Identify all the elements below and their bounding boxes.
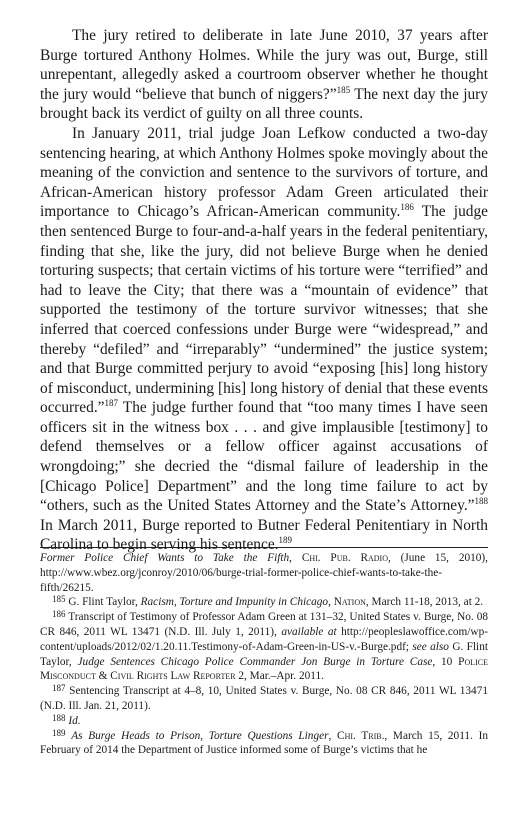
paragraph-jury-verdict xyxy=(40,26,488,124)
footnote-text: G. Flint Taylor, xyxy=(40,640,488,668)
footnote-ref-185[interactable]: 185 xyxy=(336,84,351,95)
footnote-189: $^{189}$ As Burge Heads to Prison, Torture Questions Linger, Chi. Trib., March 15, 2011. In February of 2014 the Department of Justice informed some of Burge’s victims that he xyxy=(40,727,489,757)
main-text xyxy=(40,26,488,555)
paragraph-text: The judge further found that “too many times I have seen officers sit in the witness box . . . and give implausible [testimony] to defend themselves or a fellow officer against accusations of wrongdoing;” she decried the “dismal failure of leadership in the [Chicago Police] Department” and the long time failure to act by “others, such as the United States Attorney and the State’s Attorney.” xyxy=(40,399,488,515)
footnote-title: As Burge Heads to Prison, Torture Questions Linger xyxy=(71,729,329,742)
footnote-ref-186[interactable]: 186 xyxy=(400,202,414,213)
footnote-signal: available at xyxy=(281,625,337,638)
footnote-number: 188 xyxy=(52,712,66,723)
footnote-source: Chi. Pub. Radio xyxy=(301,552,388,564)
footnote-title: Former Police Chief Wants to Take the Fifth xyxy=(40,552,290,564)
footnote-title: Racism, Torture and Impunity in Chicago xyxy=(140,596,329,609)
footnote-number: 187 xyxy=(52,683,66,694)
footnote-text: , March 11-18, 2013, at 2. xyxy=(365,596,484,609)
paragraph-text: The next day the jury brought back its verdict of guilty on all three counts. xyxy=(40,85,489,123)
footnote-text: G. Flint Taylor, xyxy=(65,596,141,609)
footnote-number: 185 xyxy=(52,594,66,605)
paragraph-text: In March 2011, Burge reported to Butner Federal Penitentiary in North Carolina to begin serving his sentence. xyxy=(40,516,488,554)
footnote-number: 189 xyxy=(52,727,66,738)
footnote-link[interactable]: http://peopleslawoffice.com/wp-content/uploads/2012/02/1.20.11.Testimony-of-Adam-Green-in-US-v.-Burge.pdf; xyxy=(40,625,488,653)
footnote-divider xyxy=(40,547,488,548)
paragraph-text: The jury retired to deliberate in late June 2010, 37 years after Burge tortured Anthony Holmes. While the jury was out, Burge, still unrepentant, allegedly asked a courtroom observer whether he thought the jury would “believe that bunch of niggers?” xyxy=(40,27,488,103)
footnote-id: Id. xyxy=(68,714,81,727)
footnote-title: Judge Sentences Chicago Police Commander Jon Burge in Torture Case xyxy=(77,655,433,668)
footnote-ref-187[interactable]: 187 xyxy=(104,398,119,409)
footnote-signal: see also xyxy=(412,640,449,653)
footnote-188 xyxy=(40,714,488,729)
footnote-text: 2, Mar.–Apr. 2011. xyxy=(235,670,324,683)
footnote-text: Transcript of Testimony of Professor Adam Green at 131–32, United States v. Burge, No. 08 CR 846, 2011 WL 13471 (N.D. Ill. July 1, 2011), xyxy=(40,611,488,638)
paragraph-text: In January 2011, trial judge Joan Lefkow conducted a two-day sentencing hearing, at which Anthony Holmes spoke movingly about the meaning of the conviction and sentence to the survivors of torture, and African-American history professor Adam Green articulated their importance to Chicago’s African-American community. xyxy=(40,124,488,221)
footnote-source: Police Misconduct & Civil Rights Law Reporter xyxy=(40,655,488,683)
footnote-number: 186 xyxy=(52,609,66,620)
footnote-ref-189[interactable]: 189 xyxy=(278,535,292,546)
footnote-185: $^{185}$ G. Flint Taylor, Racism, Torture and Impunity in Chicago, Nation, March 11-18, 2013, at 2. xyxy=(52,594,484,609)
footnote-ref-188[interactable]: 188 xyxy=(474,496,488,507)
footnote-187 xyxy=(40,684,488,714)
footnotes xyxy=(40,551,488,758)
footnote-text: , (June 15, 2010), http://www.wbez.org/jconroy/2010/06/burge-trial-former-police-chief-wants-to-take-the-fifth/26215. xyxy=(40,552,488,594)
footnote-text: , March 15, 2011. In February of 2014 the Department of Justice informed some of Burge’s victims that he xyxy=(40,729,489,757)
footnote-text: Sentencing Transcript at 4–8, 10, United States v. Burge, No. 08 CR 846, 2011 WL 13471 (N.D. Ill. Jan. 21, 2011). xyxy=(40,685,488,712)
footnote-source: Chi. Trib. xyxy=(337,729,385,742)
footnote-source: Nation xyxy=(333,596,366,609)
footnote-text: , 10 xyxy=(432,655,459,668)
footnote-186 xyxy=(40,610,488,684)
paragraph-sentencing xyxy=(40,124,488,555)
paragraph-text: The judge then sentenced Burge to four-and-a-half years in the federal penitentiary, finding that she, like the jury, did not believe Burge when he denied torturing suspects; that certain victims of his torture were “terrified” and had to leave the City; that there was a “mountain of evidence” that supported the testimony of the torture survivor witnesses; that she inferred that coerced confessions under Burge were “widespread,” and thereby “defiled” and “irreparably” “undermined” the justice system; and that Burge committed perjury to avoid “exposing [his] long history of misconduct, undermining [his] long history of denial that these events occurred.” xyxy=(40,203,488,417)
footnote-continued: Former Police Chief Wants to Take the Fifth, Chi. Pub. Radio, (June 15, 2010), http://www.wbez.org/jconroy/2010/06/burge-trial-former-police-chief-wants-to-take-the-fifth/26215. xyxy=(40,552,488,594)
